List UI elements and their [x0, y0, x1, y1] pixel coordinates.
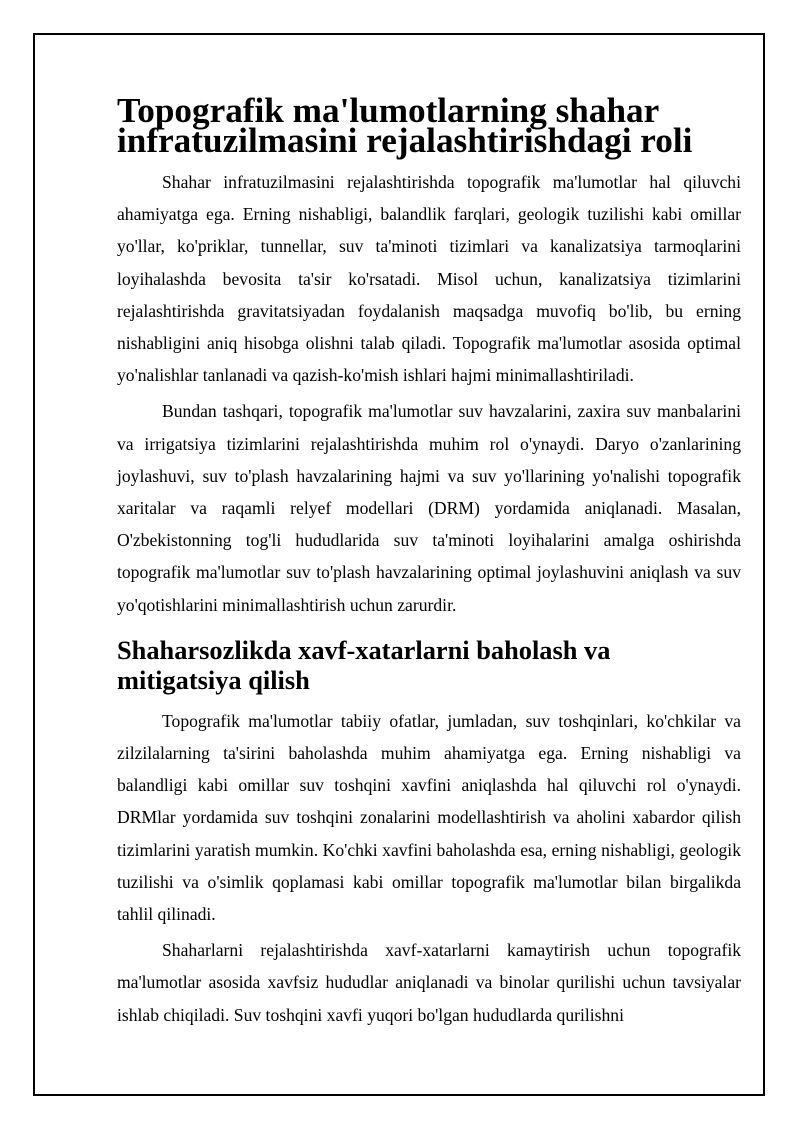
section-heading-risk-assessment: Shaharsozlikda xavf-xatarlarni baholash va mitigatsiya qilish	[117, 634, 611, 695]
paragraph: Shahar infratuzilmasini rejalashtirishda topografik ma'lumotlar hal qiluvchi ahamiyatga ega. Erning nishabligi, balandlik farqlari, geologik tuzilishi kabi omillar yo'llar, ko'priklar, tunnellar, suv ta'minoti tizimlari va kanalizatsiya tarmoqlarini loyihalashda bevosita ta'sir ko'rsatadi. Misol uchun, kanalizatsiya tizimlarini rejalashtirishda gravitatsiyadan foydalanish maqsadga muvofiq bo'lib, bu erning nishabligini aniq hisobga olishni talab qiladi. Topografik ma'lumotlar asosida optimal yo'nalishlar tanlanadi va qazish-ko'mish ishlari hajmi minimallashtiriladi.	[117, 172, 741, 386]
paragraph: Topografik ma'lumotlar tabiiy ofatlar, jumladan, suv toshqinlari, ko'chkilar va zilzilalarning ta'sirini baholashda muhim ahamiyatga ega. Erning nishabligi va balandligi kabi omillar suv toshqini xavfini aniqlashda hal qiluvchi rol o'ynaydi. DRMlar yordamida suv toshqini zonalarini modellashtirish va aholini xabardor qilish tizimlarini yaratish mumkin. Ko'chki xavfini baholashda esa, erning nishabligi, geologik tuzilishi va o'simlik qoplamasi kabi omillar topografik ma'lumotlar bilan birgalikda tahlil qilinadi.	[117, 710, 741, 925]
paragraph: Bundan tashqari, topografik ma'lumotlar suv havzalarini, zaxira suv manbalarini va irrigatsiya tizimlarini rejalashtirishda muhim rol o'ynaydi. Daryo o'zanlarining joylashuvi, suv to'plash havzalarining hajmi va suv yo'llarining yo'nalishi topografik xaritalar va raqamli relyef modellari (DRM) yordamida aniqlanadi. Masalan, O'zbekistonning tog'li hududlarida suv ta'minoti loyihalarini amalga oshirishda topografik ma'lumotlar suv to'plash havzalarining optimal joylashuvini aniqlash va suv yo'qotishlarini minimallashtirish uchun zarurdir.	[117, 401, 741, 615]
paragraph: Shaharlarni rejalashtirishda xavf-xatarlarni kamaytirish uchun topografik ma'lumotlar asosida xavfsiz hududlar aniqlanadi va binolar qurilishi uchun tavsiyalar ishlab chiqiladi. Suv toshqini xavfi yuqori bo'lgan hududlarda qurilishni	[117, 940, 741, 1025]
section-heading-infrastructure: Topografik ma'lumotlarning shahar infratuzilmasini rejalashtirishdagi roli	[117, 91, 693, 160]
document-body	[117, 91, 741, 1031]
